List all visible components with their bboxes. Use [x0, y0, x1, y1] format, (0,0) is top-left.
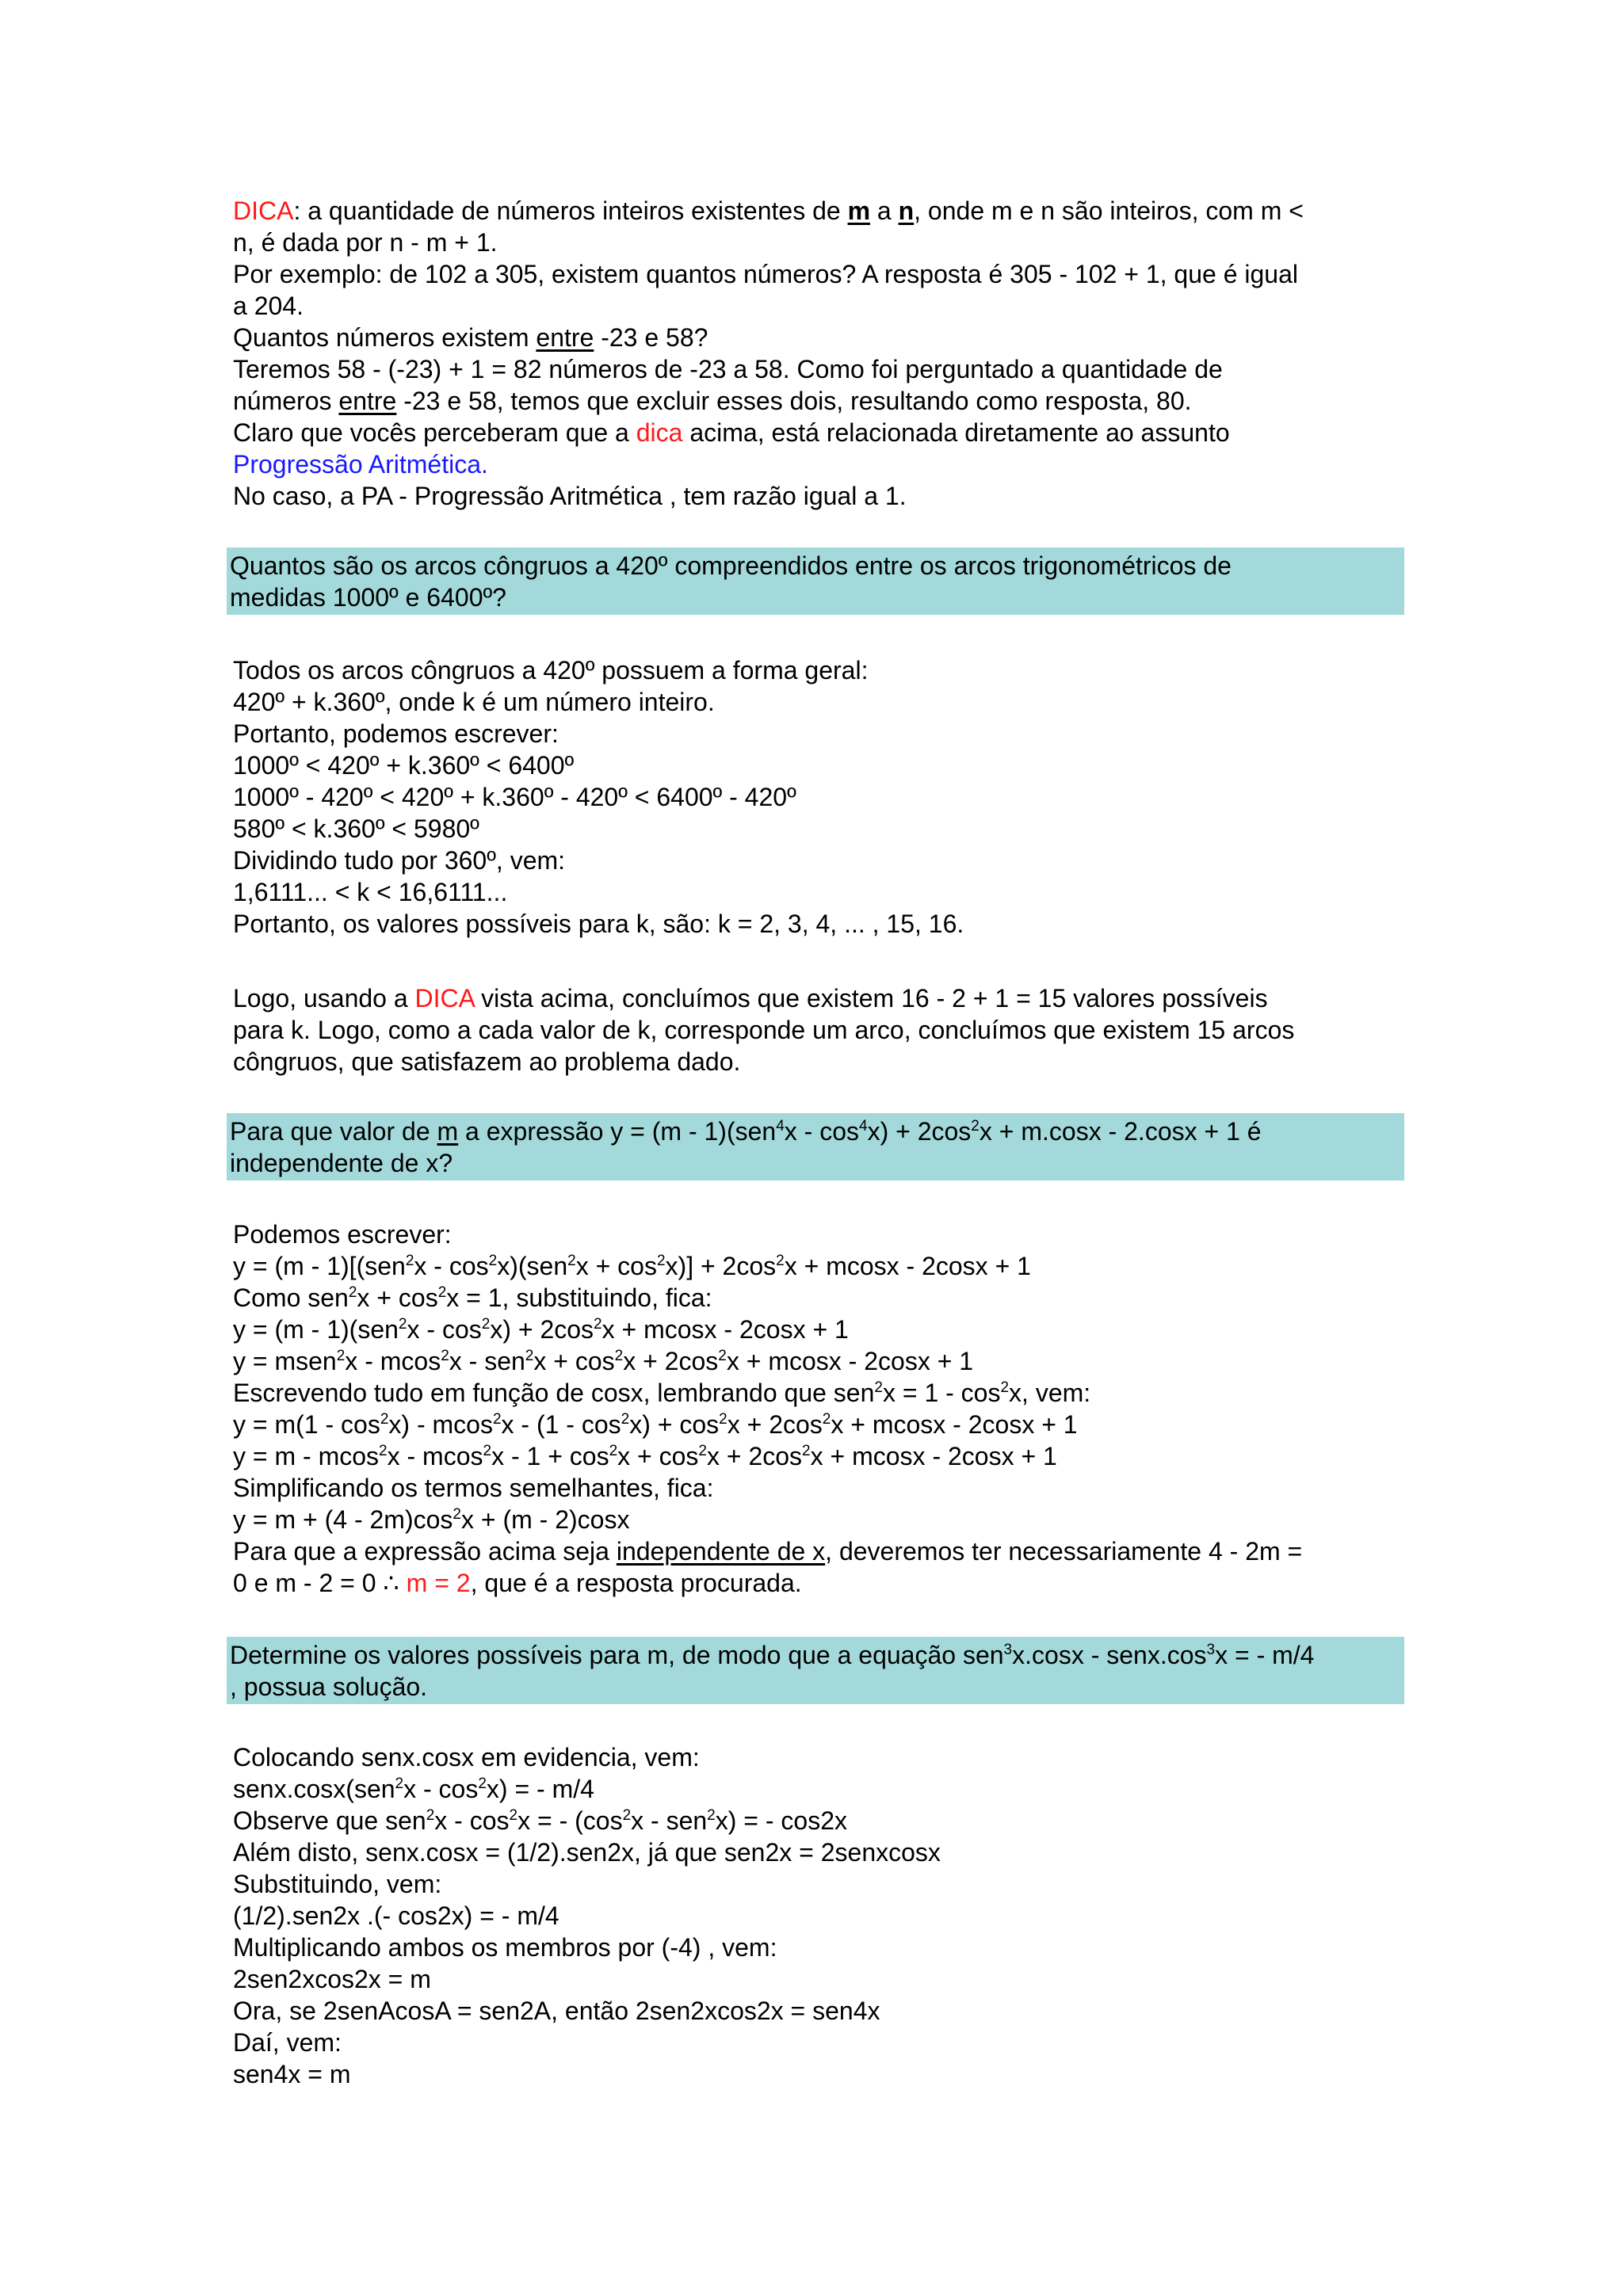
solution-line: Substituindo, vem:: [233, 1870, 442, 1898]
question-1-box: [227, 547, 1404, 615]
dica-line-8: Claro que vocês perceberam que a dica acima, está relacionada diretamente ao assunto: [233, 418, 1230, 447]
solution-line: 1000º < 420º + k.360º < 6400º: [233, 751, 575, 780]
solution-line: Como $sen^2x + \cos^2x = 1$, substituindo, fica:: [233, 1283, 712, 1312]
solution-line: Escrevendo tudo em função de cosx, lembrando que $sen^2x = 1 - \cos^2x$, vem:: [233, 1379, 1091, 1407]
solution-line: $y = (m - 1)[(sen^2x - \cos^2x)(sen^2x + \cos^2x)] + 2\cos^2x + mcosx - 2\cos x + 1$: [233, 1252, 1031, 1280]
answer-line: 0 e m - 2 = 0 ∴ m = 2, que é a resposta procurada.: [233, 1569, 802, 1597]
solution-line: Dividindo tudo por 360º, vem:: [233, 846, 566, 875]
question-1-line-1: Quantos são os arcos côngruos a 420º compreendidos entre os arcos trigonométricos de: [230, 551, 1232, 580]
solution-line: Portanto, podemos escrever:: [233, 719, 559, 748]
dica-line-3: Por exemplo: de 102 a 305, existem quantos números? A resposta é 305 - 102 + 1, que é igual: [233, 260, 1298, 288]
question-2-solution: [233, 1219, 1398, 1599]
dica-line-4: a 204.: [233, 292, 304, 320]
solution-line: (1/2).sen2x .(- cos2x) = - m/4: [233, 1901, 559, 1930]
solution-line: sen4x = m: [233, 2060, 351, 2088]
solution-line: senx.cosx(sen$^2$x - $\cos^2x$) = - m/4: [233, 1775, 594, 1803]
solution-line: Para que a expressão acima seja independente de x, deveremos ter necessariamente 4 - 2m =: [233, 1537, 1303, 1566]
question-1-conclusion: [233, 982, 1398, 1077]
question-2-line-1: Para que valor de m a expressão $y = (m - 1)(sen^4x - \cos^4x) + 2\cos^2x + m.\cos x - 2.\cos x + 1$ é: [230, 1117, 1262, 1146]
solution-line: Ora, se 2senAcosA = sen2A, então 2sen2xcos2x = sen4x: [233, 1997, 880, 2025]
var-m: m: [847, 196, 871, 225]
solution-line: $y = m + (4 - 2m)\cos^2x + (m - 2)\cos x$: [233, 1505, 630, 1534]
solution-line: Multiplicando ambos os membros por (-4) , vem:: [233, 1933, 777, 1962]
solution-line: $y = m - mcos^2x - mcos^2x - 1 + \cos^2x + \cos^2x + 2\cos^2x + mcosx - 2\cos x + 1$: [233, 1442, 1057, 1470]
solution-line: 420º + k.360º, onde k é um número inteiro.: [233, 688, 715, 716]
dica-line-6: Teremos 58 - (-23) + 1 = 82 números de -23 a 58. Como foi perguntado a quantidade de: [233, 355, 1223, 383]
question-2-line-2: independente de x?: [230, 1149, 453, 1177]
solution-line: 1000º - 420º < 420º + k.360º - 420º < 6400º - 420º: [233, 783, 796, 811]
dica-line-10: No caso, a PA - Progressão Aritmética , tem razão igual a 1.: [233, 482, 907, 510]
solution-line: Daí, vem:: [233, 2028, 342, 2057]
question-1-solution: [233, 654, 1398, 940]
dica-line-5: Quantos números existem entre -23 e 58?: [233, 323, 708, 352]
question-3-box: [227, 1637, 1404, 1704]
solution-line: 580º < k.360º < 5980º: [233, 814, 479, 843]
dica-line-1: DICA: a quantidade de números inteiros existentes de m a n, onde m e n são inteiros, com m <: [233, 196, 1304, 225]
solution-line: 1,6111... < k < 16,6111...: [233, 878, 508, 906]
question-1-line-2: medidas 1000º e 6400º?: [230, 583, 506, 612]
solution-line: $y = m(1 - \cos^2x) - mcos^2x - (1 - \cos^2x) + \cos^2x + 2\cos^2x + mcosx - 2\cos x + 1$: [233, 1410, 1078, 1439]
question-2-box: [227, 1113, 1404, 1180]
question-3-line-2: , possua solução.: [230, 1672, 428, 1701]
dica-line-7: números entre -23 e 58, temos que excluir esses dois, resultando como resposta, 80.: [233, 387, 1192, 415]
solution-line: Além disto, senx.cosx = (1/2).sen2x, já que sen2x = 2senxcosx: [233, 1838, 941, 1867]
solution-line: Observe que $sen^2x - \cos^2x$ = - $(\cos^2x - sen^2x)$ = - cos2x: [233, 1806, 848, 1835]
conclusion-line-3: côngruos, que satisfazem ao problema dado.: [233, 1047, 741, 1076]
solution-line: Podemos escrever:: [233, 1220, 452, 1249]
solution-line: y = msen$^2$x - $mcos^2x - sen^2x + \cos^2x + 2\cos^2x + mcosx - 2\cos x + 1$: [233, 1347, 974, 1375]
var-n: n: [898, 196, 915, 225]
solution-line: Simplificando os termos semelhantes, fica:: [233, 1474, 714, 1502]
question-3-solution: [233, 1741, 1398, 2090]
solution-line: $y = (m - 1)(sen^2x - \cos^2x) + 2\cos^2x + mcosx - 2\cos x + 1$: [233, 1315, 849, 1344]
conclusion-line-1: Logo, usando a DICA vista acima, concluímos que existem 16 - 2 + 1 = 15 valores possíveis: [233, 984, 1268, 1013]
conclusion-line-2: para k. Logo, como a cada valor de k, corresponde um arco, concluímos que existem 15 arcos: [233, 1016, 1295, 1044]
solution-line: Todos os arcos côngruos a 420º possuem a forma geral:: [233, 656, 869, 685]
dica-line-2: n, é dada por n - m + 1.: [233, 228, 498, 257]
answer-highlight: m = 2: [406, 1569, 471, 1597]
progressao-link[interactable]: Progressão Aritmética.: [233, 450, 488, 479]
solution-line: Portanto, os valores possíveis para k, são: k = 2, 3, 4, ... , 15, 16.: [233, 910, 964, 938]
dica-label: DICA: [233, 196, 294, 225]
solution-line: Colocando senx.cosx em evidencia, vem:: [233, 1743, 700, 1772]
solution-line: 2sen2xcos2x = m: [233, 1965, 431, 1993]
dica-section: [233, 195, 1398, 512]
question-3-line-1: Determine os valores possíveis para m, de modo que a equação $sen^3x.\cos x - senx.\cos^3x$ = - m/4: [230, 1641, 1315, 1669]
